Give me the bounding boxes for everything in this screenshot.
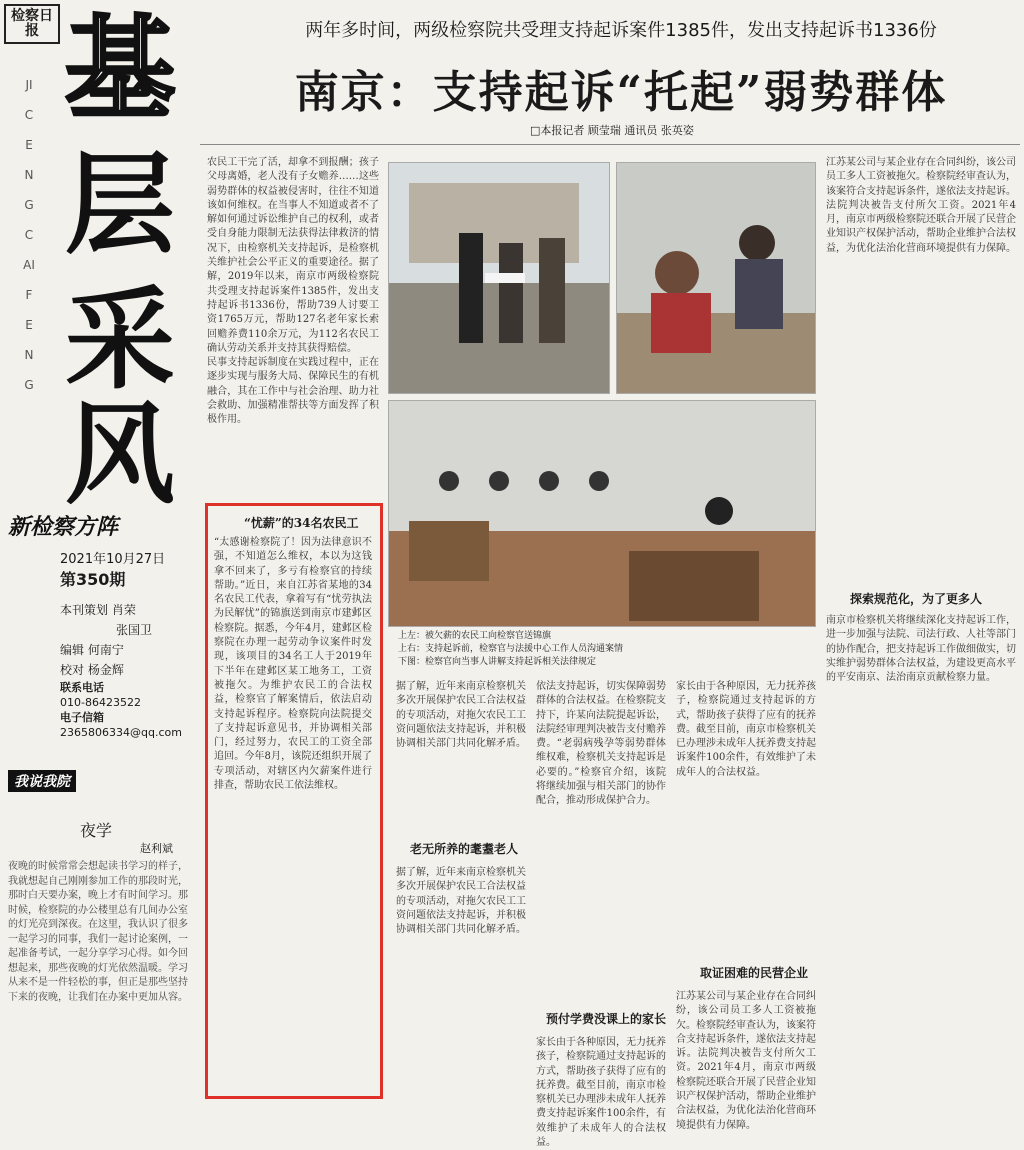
- masthead-char-1: 基: [65, 4, 175, 133]
- caption-line: 下图：检察官向当事人讲解支持起诉相关法律规定: [398, 657, 597, 667]
- box-title: “忧薪”的34名农民工: [244, 516, 359, 530]
- caption-line: 上右：支持起诉前，检察官与法援中心工作人员沟通案情: [398, 644, 624, 654]
- article-column-6: 南京市检察机关将继续深化支持起诉工作，进一步加强与法院、司法行政、人社等部门的协作配合，把支持起诉工作做细做实，切实维护弱势群体合法权益，为建设更高水平的平安南京、法治南京贡献检察力量。: [826, 615, 1016, 684]
- paragraph: 民事支持起诉制度在实践过程中，正在逐步实现与服务大局、保障民生的有机融合，其在工作中与社会治理、助力社会救助、加强精准帮扶等方面发挥了积极作用。: [207, 357, 379, 426]
- essay-title: 夜学: [80, 821, 113, 840]
- essay-author: 赵利斌: [140, 842, 173, 855]
- subhead-parents: 预付学费没课上的家长: [546, 1012, 667, 1026]
- article-column-3b: 家长由于各种原因，无力抚养孩子，检察院通过支持起诉的方式，帮助孩子获得了应有的抚养费。截至目前，南京市检察机关已办理涉未成年人抚养费支持起诉案件100余件，有效维护了未成年人的合法权益。: [536, 1037, 666, 1149]
- section-title: 新检察方阵: [8, 515, 119, 540]
- credit-line: 编辑 何南宁: [60, 643, 124, 657]
- photo-courtroom: [388, 400, 816, 627]
- subhead-enterprise: 取证困难的民营企业: [700, 966, 809, 980]
- photo-illustration: [389, 401, 815, 626]
- article-column-3: 依法支持起诉，切实保障弱势群体的合法权益。在检察院支持下，许某向法院提起诉讼，法院经审理判决被告支付赡养费。“老弱病残孕等弱势群体维权难，检察机关支持起诉是必要的。”检察官介绍，该院将继续加强与相关部门的协作配合，推动形成保护合力。: [536, 681, 666, 807]
- issue-date-block: [60, 548, 165, 590]
- box-text: “太感谢检察院了！因为法律意识不强，不知道怎么维权，本以为这钱拿不回来了，多亏有检察官的持续帮助。”近日，来自江苏省某地的34名农民工代表，拿着写有“忧劳执法 为民解忧”的锦旗送到南京市建邺区检察院。据悉，今年4月，建邺区检察院在办理一起劳动争议案件时发现，该项目的34名工人于2019年下半年在建邺区某工地务工，工资被拖欠。为维护农民工的合法权益，检察官了解案情后，依法启动支持起诉程序。检察院向法院提交了支持起诉意见书，并协调相关部门，经过努力，农民工的工资全部追回。今年8月，该院还组织开展了专项活动，对辖区内欠薪案件进行排查，帮助农民工依法维权。: [214, 537, 372, 792]
- issue-date: 2021年10月27日: [60, 552, 166, 567]
- credit-line: 张国卫: [116, 623, 153, 637]
- credit-line: 本刊策划 肖荣: [60, 603, 136, 617]
- photo-captions: [398, 630, 818, 669]
- photo-illustration: [389, 163, 609, 393]
- contact-phone-label: 联系电话: [60, 681, 104, 694]
- masthead: [0, 0, 200, 1100]
- kicker: 两年多时间，两级检察院共受理支持起诉案件1385件，发出支持起诉书1336份: [305, 20, 937, 41]
- article-column-2b: 据了解，近年来南京检察机关多次开展保护农民工合法权益的专项活动，对拖欠农民工工资问题依法支持起诉，并积极协调相关部门共同化解矛盾。: [396, 867, 526, 936]
- contact-phone: 010-86423522: [60, 696, 141, 709]
- issue-number: 第350期: [60, 570, 126, 589]
- masthead-char-3: 采: [65, 275, 175, 404]
- article-column-4b: 江苏某公司与某企业存在合同纠纷，该公司员工多人工资被拖欠。检察院经审查认为，该案符合支持起诉条件，遂依法支持起诉。法院判决被告支付所欠工资。2021年4月，南京市两级检察院还联合开展了民营企业知识产权保护活动，帮助企业维护合法权益，为优化法治化营商环境提供有力保障。: [676, 991, 816, 1131]
- credits: [60, 600, 152, 680]
- essay-text: 夜晚的时候常常会想起读书学习的样子，我就想起自己刚刚参加工作的那段时光，那时白天要办案，晚上才有时间学习。那时候，检察院的办公楼里总有几间办公室的灯光亮到深夜。在这里，我认识了很多一起学习的同事，我们一起讨论案例，一起准备考试，一起分享学习心得。如今回想起来，那些夜晚的灯光依然温暖。学习从来不是一件轻松的事，但正是那些坚持下来的夜晚，让我们在办案中更加从容。: [8, 861, 188, 1003]
- credit-line: 校对 杨金辉: [60, 663, 124, 677]
- subhead-standardization: 探索规范化，为了更多人: [850, 592, 983, 606]
- article-column-5: 江苏某公司与某企业存在合同纠纷，该公司员工多人工资被拖欠。检察院经审查认为，该案符合支持起诉条件，遂依法支持起诉。法院判决被告支付所欠工资。2021年4月，南京市两级检察院还联合开展了民营企业知识产权保护活动，帮助企业维护合法权益，为优化法治化营商环境提供有力保障。: [826, 157, 1016, 254]
- photo-meeting: [616, 162, 816, 394]
- contact-email-label: 电子信箱: [60, 711, 104, 724]
- article-column-1: [207, 156, 379, 501]
- article-column-4: 家长由于各种原因，无力抚养孩子，检察院通过支持起诉的方式，帮助孩子获得了应有的抚养费。截至目前，南京市检察机关已办理涉未成年人抚养费支持起诉案件100余件，有效维护了未成年人的合法权益。: [676, 681, 816, 778]
- pinyin-vertical: JICENGCAIFENG: [23, 78, 35, 392]
- masthead-char-4: 风: [65, 390, 175, 519]
- article-column-2a: 据了解，近年来南京检察机关多次开展保护农民工合法权益的专项活动，对拖欠农民工工资问题依法支持起诉，并积极协调相关部门共同化解矛盾。: [396, 681, 526, 750]
- contact-email: 2365806334@qq.com: [60, 726, 182, 739]
- byline: □本报记者 顾莹瑞 通讯员 张英姿: [530, 124, 694, 137]
- divider: [200, 144, 1020, 145]
- newspaper-logo: 检察日报: [4, 4, 60, 44]
- photo-illustration: [617, 163, 815, 393]
- contact-info: [60, 680, 182, 740]
- masthead-char-2: 层: [65, 140, 175, 269]
- headline: 南京：支持起诉“托起”弱势群体: [294, 67, 948, 118]
- paragraph: 农民工干完了活，却拿不到报酬；孩子父母离婚，老人没有子女赡养……这些弱势群体的权益被侵害时，往往不知道该如何维权。在当事人不知道或者不了解如何通过诉讼维护自己的权利，或者受自身能力限制无法获得法律救济的情况下，由检察机关支持起诉，是检察机关维护社会公平正义的重要途径。据了解，2019年以来，南京市两级检察院共受理支持起诉案件1385件，发出支持起诉书1336份，帮助739人讨要工资1765万元，帮助127名老年家长索回赡养费110余万元，为112名农民工确认劳动关系并支持其获得赔偿。: [207, 157, 379, 354]
- column-label: 我说我院: [8, 770, 76, 792]
- subhead-elderly: 老无所养的耄耋老人: [410, 842, 519, 856]
- caption-line: 上左：被欠薪的农民工向检察官送锦旗: [398, 631, 552, 641]
- photo-banner-handover: [388, 162, 610, 394]
